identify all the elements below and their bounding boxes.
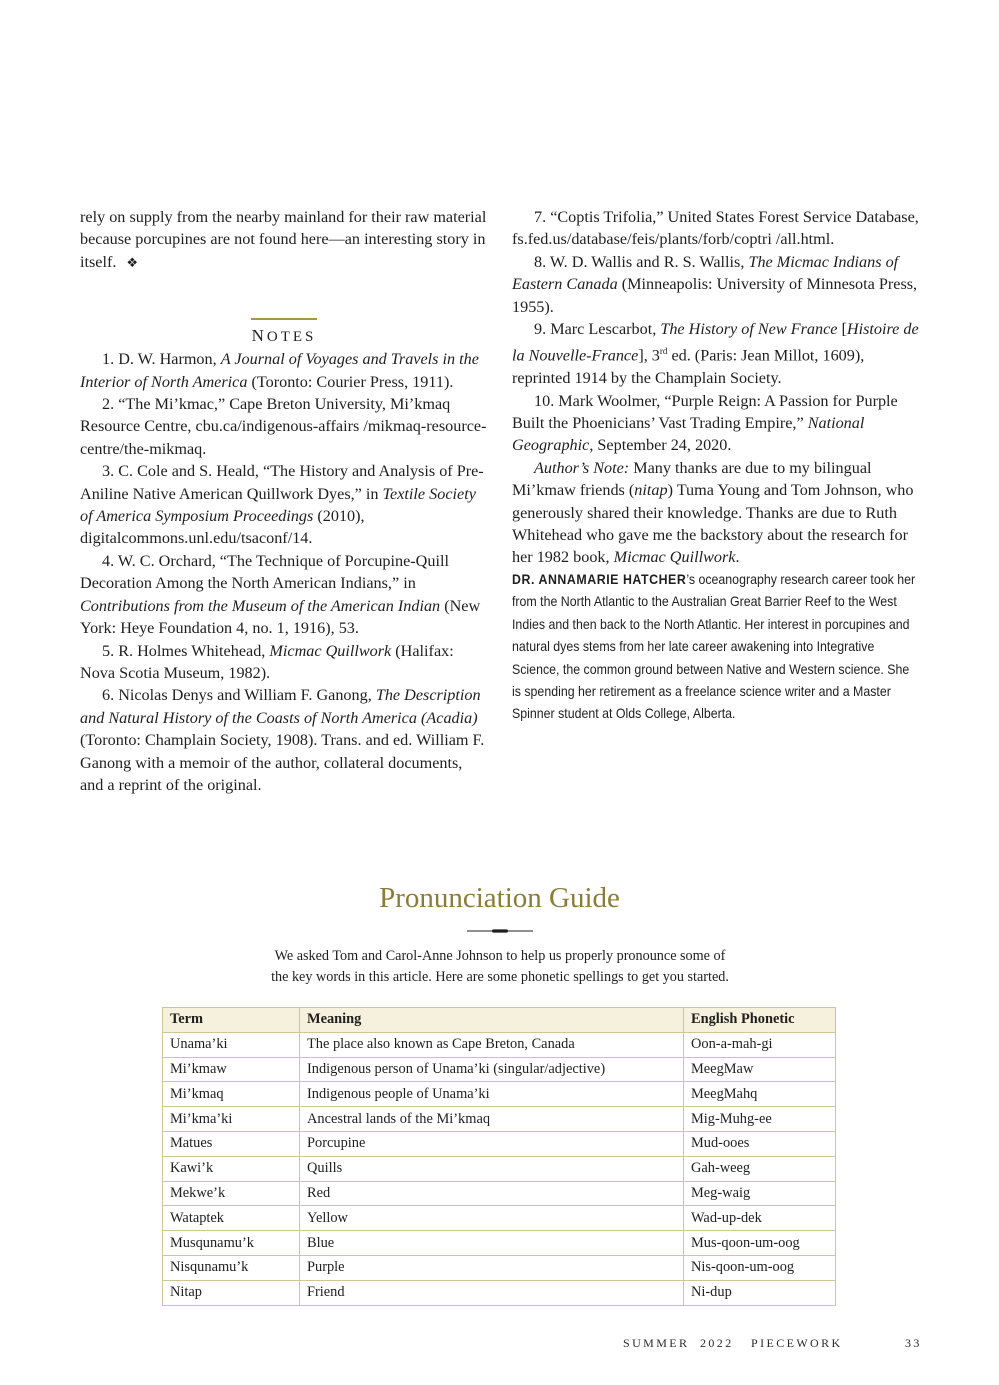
table-row: [163, 1057, 836, 1082]
term-cell: Matues: [163, 1131, 300, 1156]
table-header-row: [163, 1008, 836, 1033]
notes-divider: [251, 318, 317, 320]
note-8: 8. W. D. Wallis and R. S. Wallis, The Micmac Indians of Eastern Canada (Minneapolis: University of Minnesota Press, 1955).: [512, 252, 918, 316]
page-footer: [560, 1336, 920, 1354]
table-row: [163, 1032, 836, 1057]
term-cell: Mi’kma’ki: [163, 1107, 300, 1132]
term-cell: Mekwe’k: [163, 1181, 300, 1206]
meaning-cell: Quills: [300, 1156, 684, 1181]
table-row: [163, 1181, 836, 1206]
term-cell: Unama’ki: [163, 1032, 300, 1057]
header-meaning: Meaning: [300, 1008, 684, 1033]
meaning-cell: Yellow: [300, 1206, 684, 1231]
table-row: [163, 1206, 836, 1231]
phonetic-cell: Oon-a-mah-gi: [684, 1032, 836, 1057]
meaning-cell: Indigenous people of Unama’ki: [300, 1082, 684, 1107]
note-9: 9. Marc Lescarbot, The History of New France [Histoire de la Nouvelle-France], 3rd ed. (Paris: Jean Millot, 1609), reprinted 1914 by the Champlain Society.: [512, 320, 919, 388]
phonetic-cell: MeegMaw: [684, 1057, 836, 1082]
note-6: 6. Nicolas Denys and William F. Ganong, The Description and Natural History of the Coasts of North America (Acadia) (Toronto: Champlain Society, 1908). Trans. and ed. William F. Ganong with a memoir of the author, collateral documents, and a reprint of the original.: [80, 686, 485, 794]
phonetic-cell: Ni-dup: [684, 1280, 836, 1305]
phonetic-cell: Mud-ooes: [684, 1131, 836, 1156]
term-cell: Mi’kmaw: [163, 1057, 300, 1082]
meaning-cell: Red: [300, 1181, 684, 1206]
note-3: 3. C. Cole and S. Heald, “The History and Analysis of Pre-Aniline Native American Quillwork Dyes,” in Textile Society of America Symposium Proceedings (2010), digitalcommons.unl.edu/tsaconf/14.: [80, 462, 484, 548]
table-row: [163, 1280, 836, 1305]
table-row: [163, 1131, 836, 1156]
note-1: 1. D. W. Harmon, A Journal of Voyages and Travels in the Interior of North America (Toronto: Courier Press, 1911).: [80, 350, 479, 391]
phonetic-cell: Nis-qoon-um-oog: [684, 1255, 836, 1280]
meaning-cell: Friend: [300, 1280, 684, 1305]
right-column: [512, 206, 922, 726]
ornament-divider-icon: [467, 928, 533, 934]
table-row: [163, 1231, 836, 1256]
meaning-cell: The place also known as Cape Breton, Canada: [300, 1032, 684, 1057]
notes-heading: NOTES: [251, 326, 317, 346]
meaning-cell: Indigenous person of Unama’ki (singular/adjective): [300, 1057, 684, 1082]
term-cell: Nisqunamu’k: [163, 1255, 300, 1280]
phonetic-cell: Wad-up-dek: [684, 1206, 836, 1231]
intro-paragraph: rely on supply from the nearby mainland for their raw material because porcupines are not found here—an interesting story in itself. ❖: [80, 208, 487, 271]
author-bio: DR. ANNAMARIE HATCHER’s oceanography research career took her from the North Atlantic to the Australian Great Barrier Reef to the West Indies and then back to the North Atlantic. Her interest in porcupines and natural dyes stems from her late career awakening into Integrative Science, the common ground between Native and Western science. She is spending her retirement as a freelance science writer and a Master Spinner student at Olds College, Alberta.: [512, 571, 916, 722]
footer-magazine: PIECEWORK: [751, 1336, 843, 1350]
end-mark-icon: ❖: [126, 255, 139, 271]
left-column: [80, 206, 488, 796]
meaning-cell: Purple: [300, 1255, 684, 1280]
page-number: 33: [905, 1336, 922, 1350]
author-note: Author’s Note: Many thanks are due to my bilingual Mi’kmaw friends (nitap) Tuma Young and Tom Johnson, who generously shared their knowledge. Thanks are due to Ruth Whitehead who gave me the backstory about the research for her 1982 book, Micmac Quillwork.: [512, 458, 914, 567]
term-cell: Musqunamu’k: [163, 1231, 300, 1256]
footer-year: 2022: [700, 1336, 734, 1350]
author-name: DR. ANNAMARIE HATCHER: [512, 571, 687, 587]
table-row: [163, 1082, 836, 1107]
note-7: 7. “Coptis Trifolia,” United States Forest Service Database, fs.fed.us/database/feis/plants/forb/coptri /all.html.: [512, 208, 919, 249]
table-row: [163, 1255, 836, 1280]
footer-season: SUMMER: [623, 1336, 690, 1350]
note-5: 5. R. Holmes Whitehead, Micmac Quillwork (Halifax: Nova Scotia Museum, 1982).: [80, 641, 454, 682]
note-10: 10. Mark Woolmer, “Purple Reign: A Passion for Purple Built the Phoenicians’ Vast Trading Empire,” National Geographic, September 24, 2020.: [512, 391, 898, 455]
header-phonetic: English Phonetic: [684, 1008, 836, 1033]
term-cell: Kawi’k: [163, 1156, 300, 1181]
phonetic-cell: Mus-qoon-um-oog: [684, 1231, 836, 1256]
note-4: 4. W. C. Orchard, “The Technique of Porcupine-Quill Decoration Among the North American Indians,” in Contributions from the Museum of the American Indian (New York: Heye Foundation 4, no. 1, 1916), 53.: [80, 551, 481, 638]
term-cell: Nitap: [163, 1280, 300, 1305]
pronunciation-table: [162, 1007, 836, 1306]
term-cell: Mi’kmaq: [163, 1082, 300, 1107]
table-row: [163, 1107, 836, 1132]
term-cell: Wataptek: [163, 1206, 300, 1231]
table-row: [163, 1156, 836, 1181]
guide-intro: We asked Tom and Carol-Anne Johnson to help us properly pronounce some of the key words in this article. Here are some phonetic spellings to get you started.: [271, 948, 729, 985]
guide-title: Pronunciation Guide: [379, 882, 620, 914]
phonetic-cell: MeegMahq: [684, 1082, 836, 1107]
header-term: Term: [163, 1008, 300, 1033]
phonetic-cell: Mig-Muhg-ee: [684, 1107, 836, 1132]
phonetic-cell: Meg-waig: [684, 1181, 836, 1206]
meaning-cell: Porcupine: [300, 1131, 684, 1156]
meaning-cell: Ancestral lands of the Mi’kmaq: [300, 1107, 684, 1132]
table-body: [163, 1032, 836, 1305]
meaning-cell: Blue: [300, 1231, 684, 1256]
phonetic-cell: Gah-weeg: [684, 1156, 836, 1181]
note-2: 2. “The Mi’kmac,” Cape Breton University, Mi’kmaq Resource Centre, cbu.ca/indigenous-affairs /mikmaq-resource-centre/the-mikmaq.: [80, 395, 487, 458]
